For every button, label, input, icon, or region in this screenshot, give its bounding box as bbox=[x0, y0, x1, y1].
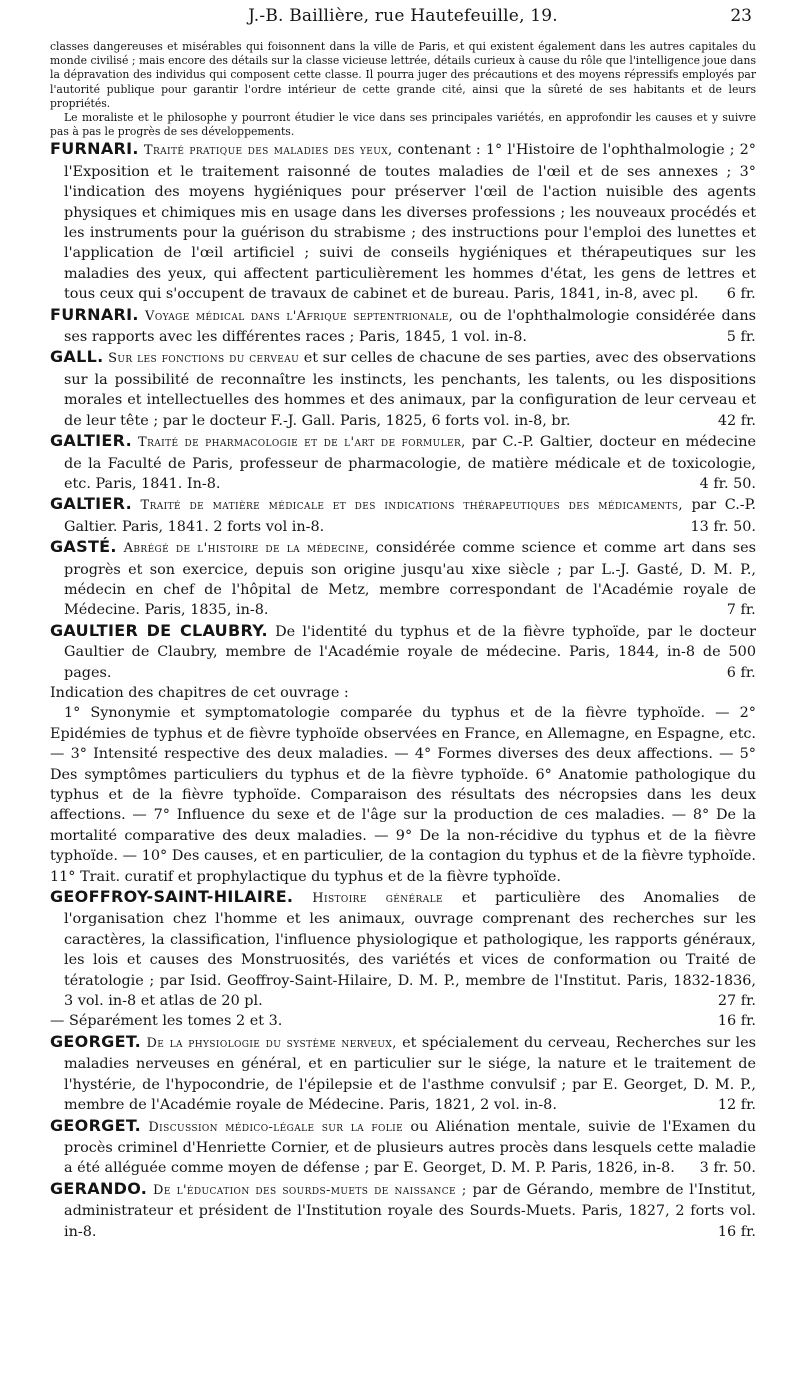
contents-intro: Indication des chapitres de cet ouvrage : bbox=[50, 684, 349, 701]
sub-entry-price: 16 fr. bbox=[717, 1013, 756, 1030]
catalogue-entry bbox=[50, 1116, 756, 1179]
catalogue-entries bbox=[50, 40, 756, 1242]
intro-paragraph: classes dangereuses et misérables qui foisonnent dans la ville de Paris, et qui existent également dans les autres capitales du monde civilisé ; mais encore des détails sur la classe vicieuse lettrée, détails curieux à cause du rôle que l'intelligence joue dans la dépravation des individus qui composent cette classe. Il pourra juger des précautions et des moyens répressifs employés par l'autorité publique pour garantir l'ordre intérieur de cette grande cité, ainsi que la sûreté de ses habitants et de leurs propriétés. bbox=[50, 40, 756, 110]
catalogue-entry bbox=[50, 494, 756, 537]
entry-text: et sur celles de chacune de ses parties, avec des observations sur la possibilité de reconnaître les instincts, les penchants, les talents, ou les dispositions morales et intellectuelles des hommes et des animaux, par la configuration de leur cerveau et de leur tête ; par le docteur F.-J. Gall. Paris, 1825, 6 forts vol. in-8, br. bbox=[64, 350, 757, 429]
entry-text: par de Gérando, membre de l'Institut, administrateur et président de l'Institution royale des Sourds-Muets. Paris, 1827, 2 forts vol. in-8. bbox=[64, 1181, 756, 1240]
entry-price: 6 fr. bbox=[726, 664, 756, 681]
page-number: 23 bbox=[730, 6, 752, 26]
running-head bbox=[50, 0, 756, 40]
catalogue-entry bbox=[50, 1179, 756, 1242]
entry-author: GALTIER. bbox=[50, 431, 132, 451]
entry-price: 7 fr. bbox=[726, 602, 756, 619]
entry-text: et spécialement du cerveau, Recherches sur les maladies nerveuses en général, et en particulier sur le siége, la nature et le traitement de l'hystérie, de l'hypocondrie, de l'épilepsie et de l'asthme convulsif ; par E. Georget, D. M. P., membre de l'Académie royale de Médecine. Paris, 1821, 2 vol. in-8. bbox=[64, 1034, 756, 1114]
catalogue-entry bbox=[50, 1032, 756, 1116]
entry-text: ou Aliénation mentale, suivie de l'Examen du procès criminel d'Henriette Cornier, et de plusieurs autres procès dans lesquels cette maladie a été alléguée comme moyen de défense ; par E. Georget, D. M. P. Paris, 1826, in-8. bbox=[64, 1118, 757, 1177]
catalogue-entry bbox=[50, 887, 756, 1011]
entry-title: Discussion médico-légale sur la folie bbox=[148, 1119, 404, 1135]
entry-author: FURNARI. bbox=[50, 304, 139, 324]
entry-title: Voyage médical dans l'Afrique septentrionale, bbox=[145, 308, 454, 324]
entry-author: FURNARI. bbox=[50, 139, 139, 159]
entry-text: De l'identité du typhus et de la fièvre typhoïde, par le docteur Gaultier de Claubry, membre de l'Académie royale de médecine. Paris, 1844, in-8 de 500 pages. bbox=[64, 623, 756, 681]
entry-title: Traité de pharmacologie et de l'art de formuler, bbox=[138, 435, 466, 451]
catalogue-entry bbox=[50, 537, 756, 621]
entry-text: par C.-P. Galtier. Paris, 1841. 2 forts vol in-8. bbox=[64, 497, 757, 535]
entry-author: GEORGET. bbox=[50, 1115, 142, 1135]
entry-price: 13 fr. 50. bbox=[690, 518, 756, 535]
entry-text: contenant : 1° l'Histoire de l'ophthalmologie ; 2° l'Exposition et le traitement raisonné de toutes maladies de l'œil et de ses annexes ; 3° l'indication des moyens hygiéniques pour préserver l'œil de l'action nuisible des agents physiques et chimiques mis en usage dans les diverses professions ; les nouveaux procédés et les instruments pour la guérison du strabisme ; des instructions pour l'emploi des lunettes et l'application de l'œil artificiel ; suivi de conseils hygiéniques et thérapeutiques sur les maladies des yeux, qui affectent particulièrement les hommes d'état, les gens de lettres et tous ceux qui s'occupent de travaux de cabinet et de bureau. Paris, 1841, in-8, avec pl. bbox=[64, 142, 756, 303]
entry-price: 4 fr. 50. bbox=[699, 475, 756, 492]
entry-title: Traité pratique des maladies des yeux, bbox=[143, 143, 393, 159]
entry-title: Abrégé de l'histoire de la médecine, bbox=[123, 541, 370, 557]
sub-entry bbox=[50, 1011, 756, 1031]
entry-author: GERANDO. bbox=[50, 1178, 148, 1198]
intro-paragraph: Le moraliste et le philosophe y pourront étudier le vice dans ses principales variétés, en approfondir les causes et y suivre pas à pas le progrès de ses développements. bbox=[50, 111, 756, 139]
catalogue-entry bbox=[50, 431, 756, 494]
entry-text: par C.-P. Galtier, docteur en médecine de la Faculté de Paris, professeur de pharmacologie, de matière médicale et de toxicologie, etc. Paris, 1841. In-8. bbox=[64, 434, 756, 492]
entry-author: GAULTIER DE CLAUBRY. bbox=[50, 620, 268, 640]
entry-title: De l'éducation des sourds-muets de naissance ; bbox=[153, 1182, 467, 1198]
entry-text: et particulière des Anomalies de l'organisation chez l'homme et les animaux, ouvrage comprenant des recherches sur les caractères, la classification, l'influence physiologique et pathologique, les rapports généraux, les lois et causes des Monstruosités, des variétés et vices de conformation ou Traité de tératologie ; par Isid. Geoffroy-Saint-Hilaire, D. M. P., membre de l'Institut. Paris, 1832-1836, 3 vol. in-8 et atlas de 20 pl. bbox=[64, 890, 756, 1010]
entry-author: GEORGET. bbox=[50, 1031, 142, 1051]
entry-title: Traité de matière médicale et des indications thérapeutiques des médicaments, bbox=[140, 498, 683, 514]
entry-title: Sur les fonctions du cerveau bbox=[108, 351, 300, 367]
entry-author: GALTIER. bbox=[50, 494, 132, 514]
entry-price: 6 fr. bbox=[726, 286, 756, 303]
entry-author: GASTÉ. bbox=[50, 537, 117, 557]
entry-price: 5 fr. bbox=[726, 329, 756, 346]
entry-price: 42 fr. bbox=[717, 412, 756, 429]
entry-author: GALL. bbox=[50, 347, 104, 367]
entry-title: Histoire générale bbox=[312, 891, 443, 907]
catalogue-entry bbox=[50, 305, 756, 348]
contents-list: 1° Synonymie et symptomatologie comparée du typhus et de la fièvre typhoïde. — 2° Epidémies de typhus et de fièvre typhoïde observées en France, en Allemagne, en Espagne, etc. — 3° Intensité respective des deux maladies. — 4° Formes diverses des deux affections. — 5° Des symptômes particuliers du typhus et de la fièvre typhoïde. 6° Anatomie pathologique du typhus et de la fièvre typhoïde. Comparaison des résultats des nécropsies dans les deux affections. — 7° Influence du sexe et de l'âge sur la production de ces maladies. — 8° De la mortalité comparative des deux maladies. — 9° De la non-récidive du typhus et de la fièvre typhoïde. — 10° Des causes, et en particulier, de la contagion du typhus et de la fièvre typhoïde. 11° Trait. curatif et prophylactique du typhus et de la fièvre typhoïde. bbox=[50, 705, 756, 885]
entry-author: GEOFFROY-SAINT-HILAIRE. bbox=[50, 887, 294, 907]
entry-text: ou de l'ophthalmologie considérée dans ses rapports avec les différentes races ; Paris, 1845, 1 vol. in-8. bbox=[64, 307, 756, 346]
catalogue-entry bbox=[50, 347, 756, 431]
entry-price: 27 fr. bbox=[717, 993, 756, 1010]
entry-text: considérée comme science et comme art dans ses progrès et son exercice, depuis son origine jusqu'au xixe siècle ; par L.-J. Gasté, D. M. P., médecin en chef de l'hôpital de Metz, membre correspondant de l'Académie royale de Médecine. Paris, 1835, in-8. bbox=[64, 540, 756, 619]
entry-price: 16 fr. bbox=[717, 1223, 756, 1240]
entry-price: 12 fr. bbox=[717, 1097, 756, 1114]
entry-price: 3 fr. 50. bbox=[699, 1160, 756, 1177]
entry-title: De la physiologie du système nerveux, bbox=[146, 1035, 397, 1051]
catalogue-entry bbox=[50, 139, 756, 304]
sub-entry-text: — Séparément les tomes 2 et 3. bbox=[50, 1013, 283, 1030]
catalogue-entry bbox=[50, 621, 756, 683]
running-title: J.-B. Baillière, rue Hautefeuille, 19. bbox=[248, 6, 558, 26]
